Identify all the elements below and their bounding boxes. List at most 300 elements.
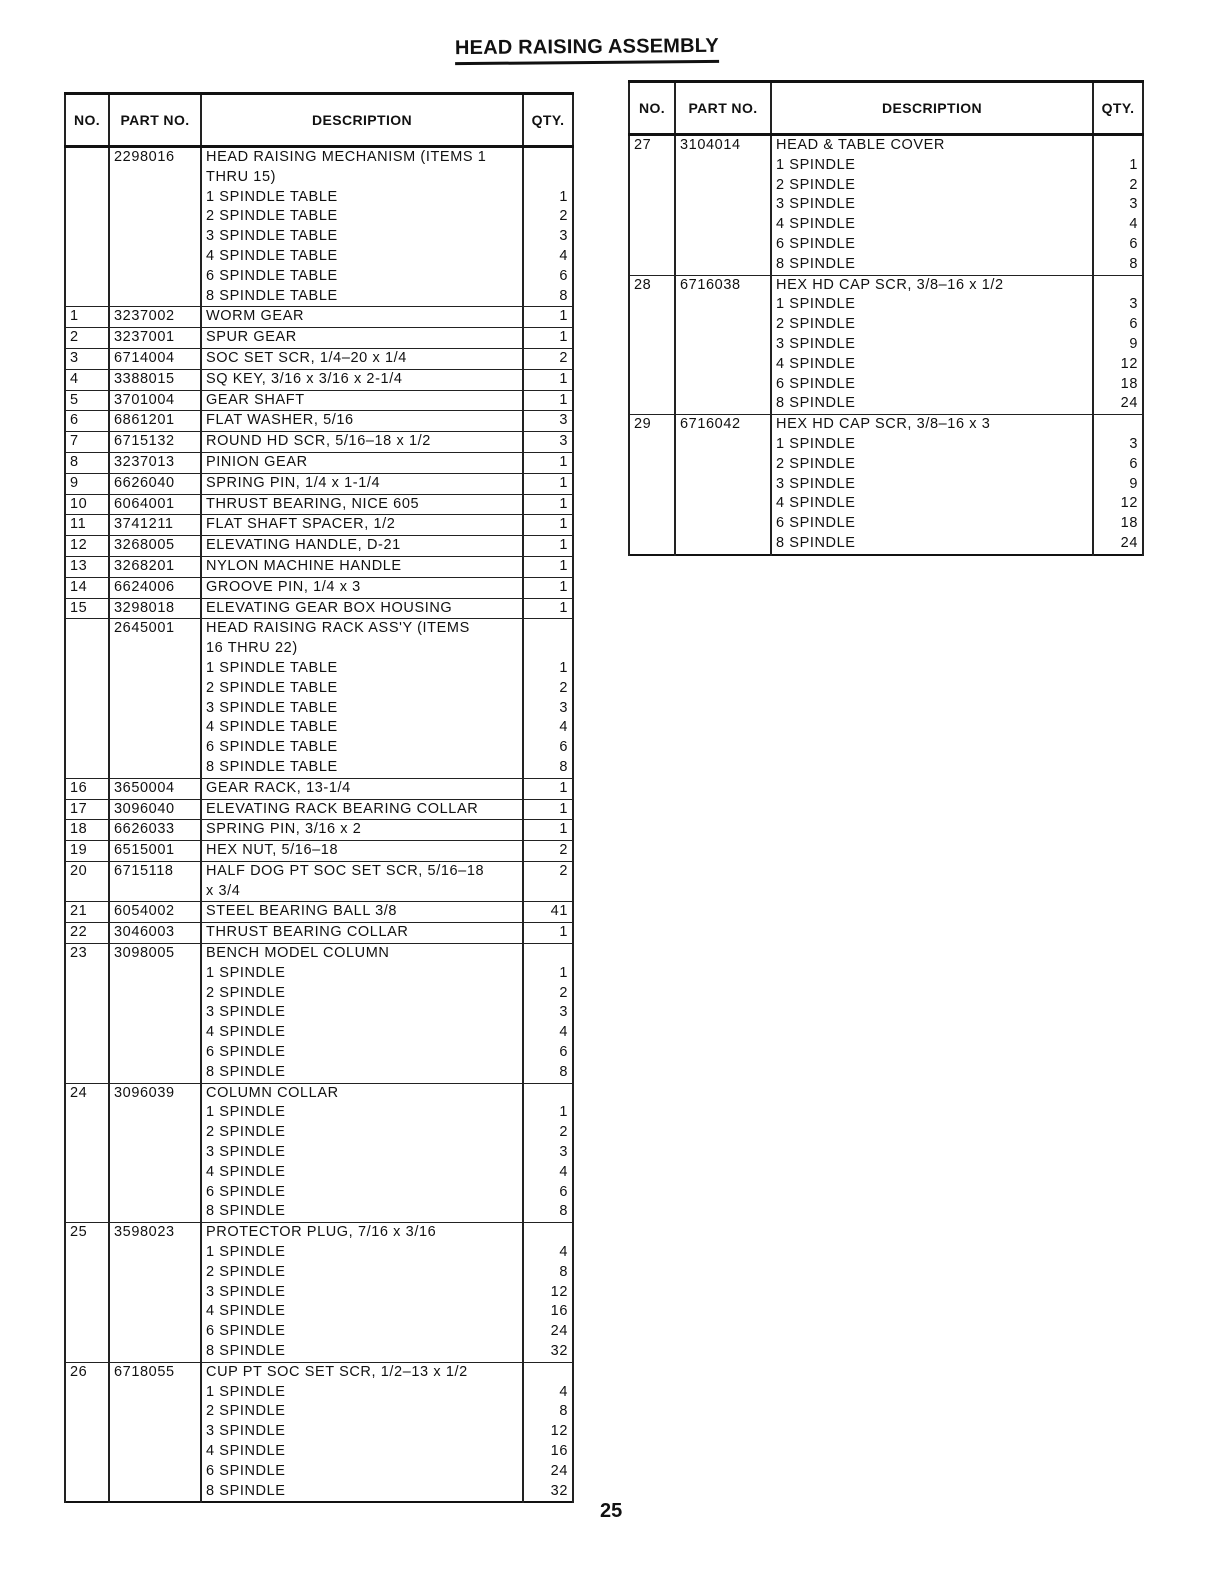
quantity-line: 3 [559,228,568,245]
quantity-line: 2 [559,842,568,859]
part-number: 6064001 [109,494,201,515]
quantity-line: 24 [1120,534,1138,551]
part-quantity [523,473,573,494]
part-quantity [523,390,573,411]
item-number: 27 [629,135,675,276]
part-quantity [523,1223,573,1363]
quantity-line: 3 [559,433,568,450]
description-line: 2 SPINDLE [776,176,856,193]
quantity-line: 8 [559,287,568,304]
item-number: 12 [65,536,109,557]
part-number: 2298016 [109,147,201,307]
quantity-line: 1 [559,924,568,941]
quantity-line [1098,136,1138,156]
quantity-line: 18 [1120,375,1138,392]
quantity-line: 3 [1129,196,1138,213]
table-row [65,494,573,515]
quantity-line: 1 [559,474,568,491]
part-number: 3237001 [109,328,201,349]
part-description [201,369,523,390]
quantity-line [528,1223,568,1243]
table-row [65,598,573,619]
description-line: 1 SPINDLE [206,1104,286,1121]
quantity-line: 8 [559,1063,568,1080]
quantity-line: 24 [1120,395,1138,412]
quantity-line [528,1084,568,1104]
quantity-line: 16 [550,1443,568,1459]
description-line: THRUST BEARING COLLAR [206,924,409,941]
quantity-line: 41 [550,903,568,920]
quantity-line [1098,276,1138,296]
part-description [201,452,523,473]
quantity-line: 3 [559,1004,568,1021]
part-quantity [523,411,573,432]
quantity-line: 1 [559,453,568,470]
quantity-line: 1 [559,537,568,554]
quantity-line: 8 [559,758,568,775]
part-description [201,1083,523,1223]
quantity-line [528,882,568,902]
column-header-no: NO. [65,94,109,147]
part-description [201,923,523,944]
part-description [201,902,523,923]
quantity-line: 6 [559,1044,568,1061]
part-description [201,861,523,902]
quantity-line: 2 [1129,176,1138,193]
quantity-line: 6 [559,1183,568,1200]
part-quantity [523,820,573,841]
part-description [201,147,523,307]
description-line: 3 SPINDLE [206,1144,286,1161]
table-row [65,147,573,307]
part-quantity [523,778,573,799]
table-row [65,820,573,841]
description-line: 3 SPINDLE [776,196,856,213]
quantity-line: 32 [550,1482,568,1499]
description-line: 4 SPINDLE [776,216,856,233]
parts-table-right-body [629,135,1143,555]
part-description [201,944,523,1084]
quantity-line: 6 [1129,455,1138,472]
part-number: 3096039 [109,1083,201,1223]
quantity-line: 1 [559,495,568,512]
part-number: 3237002 [109,307,201,328]
part-number: 6624006 [109,577,201,598]
description-line: 3 SPINDLE [206,1423,286,1440]
column-header-qty: QTY. [1093,82,1143,135]
description-line: 8 SPINDLE [206,1063,286,1080]
description-line: HEAD RAISING MECHANISM (ITEMS 1 [206,149,487,165]
quantity-line: 4 [1129,216,1138,233]
description-line: 4 SPINDLE TABLE [206,247,338,264]
part-description [201,307,523,328]
table-row [65,515,573,536]
item-number: 23 [65,944,109,1084]
description-line: 1 SPINDLE [206,964,286,981]
part-description [201,841,523,862]
description-line: HEX HD CAP SCR, 3/8–16 x 3 [776,416,991,433]
description-line: 4 SPINDLE [206,1303,286,1320]
part-quantity [523,515,573,536]
part-description [201,556,523,577]
quantity-line: 4 [559,1163,568,1180]
parts-table-left [64,92,574,1503]
description-line: 6 SPINDLE [776,375,856,392]
description-line: COLUMN COLLAR [206,1084,339,1101]
description-line: WORM GEAR [206,308,305,325]
column-header-part-no: PART NO. [675,82,771,135]
item-number: 8 [65,452,109,473]
description-line: 8 SPINDLE TABLE [206,287,338,304]
description-line: 3 SPINDLE [206,1283,286,1300]
item-number: 14 [65,577,109,598]
description-line: 3 SPINDLE [776,335,856,352]
description-line: 2 SPINDLE [776,455,856,472]
table-row [65,944,573,1084]
description-line: HALF DOG PT SOC SET SCR, 5/16–18 [206,862,485,879]
description-line: 1 SPINDLE [776,156,856,173]
quantity-line [528,1363,568,1383]
quantity-line: 1 [559,964,568,981]
table-row [65,390,573,411]
description-line: FLAT SHAFT SPACER, 1/2 [206,516,396,533]
quantity-line: 12 [1120,495,1138,512]
part-description [201,820,523,841]
table-row [629,135,1143,276]
part-quantity [1093,135,1143,276]
quantity-line: 8 [559,1403,568,1420]
quantity-line: 2 [559,984,568,1001]
part-number: 3046003 [109,923,201,944]
item-number: 11 [65,515,109,536]
description-line: 3 SPINDLE TABLE [206,228,338,245]
item-number: 13 [65,556,109,577]
description-line: 6 SPINDLE TABLE [206,739,338,756]
part-number: 3741211 [109,515,201,536]
quantity-line: 1 [559,1104,568,1121]
description-line: NYLON MACHINE HANDLE [206,557,402,574]
part-description [201,515,523,536]
table-row [629,275,1143,415]
part-description [201,1362,523,1502]
description-line: 1 SPINDLE TABLE [206,659,338,676]
description-line: 6 SPINDLE [206,1183,286,1200]
description-line: 8 SPINDLE [776,255,856,272]
item-number: 6 [65,411,109,432]
table-row [65,452,573,473]
part-quantity [523,369,573,390]
item-number: 5 [65,390,109,411]
quantity-line: 1 [559,659,568,676]
description-line: BENCH MODEL COLUMN [206,945,390,962]
description-line: 3 SPINDLE [206,1004,286,1021]
description-line: 1 SPINDLE [776,435,856,452]
quantity-line [528,619,568,639]
part-quantity [523,494,573,515]
part-quantity [523,328,573,349]
table-row [65,536,573,557]
part-quantity [523,619,573,778]
table-row [65,577,573,598]
page-title: HEAD RAISING ASSEMBLY [455,35,719,65]
part-number: 6714004 [109,348,201,369]
table-header-row [65,94,573,147]
description-line: 4 SPINDLE [776,495,856,512]
quantity-line: 6 [559,739,568,756]
quantity-line: 4 [559,719,568,736]
quantity-line: 1 [559,599,568,616]
description-line: 1 SPINDLE [206,1383,286,1400]
description-line: HEAD & TABLE COVER [776,137,946,153]
part-description [201,411,523,432]
table-row [65,1362,573,1502]
quantity-line: 3 [1129,296,1138,313]
quantity-line: 16 [550,1303,568,1320]
description-line: 2 SPINDLE [206,1403,286,1420]
quantity-line: 3 [559,412,568,429]
description-line: 3 SPINDLE [776,475,856,492]
part-number: 6718055 [109,1362,201,1502]
quantity-line [528,168,568,188]
part-description [771,275,1093,415]
description-line: 1 SPINDLE [776,296,856,313]
quantity-line: 2 [559,862,568,879]
description-line: HEX NUT, 5/16–18 [206,842,339,859]
part-description [771,415,1093,555]
description-line: 4 SPINDLE [206,1024,286,1041]
quantity-line: 24 [550,1323,568,1340]
item-number [65,619,109,778]
part-number: 3096040 [109,799,201,820]
part-number: 2645001 [109,619,201,778]
part-quantity [523,452,573,473]
part-number: 6515001 [109,841,201,862]
item-number: 26 [65,1362,109,1502]
part-description [201,619,523,778]
part-quantity [523,799,573,820]
parts-table-right [628,80,1144,556]
description-line: HEX HD CAP SCR, 3/8–16 x 1/2 [776,276,1004,293]
table-row [65,619,573,778]
part-quantity [523,861,573,902]
table-row [65,369,573,390]
part-number: 3701004 [109,390,201,411]
part-description [771,135,1093,276]
quantity-line: 12 [550,1423,568,1440]
description-line: 3 SPINDLE TABLE [206,699,338,716]
part-quantity [523,577,573,598]
quantity-line: 3 [559,1144,568,1161]
quantity-line: 2 [559,1124,568,1141]
description-line: 6 SPINDLE [776,515,856,532]
item-number: 21 [65,902,109,923]
quantity-line: 3 [1129,435,1138,452]
table-row [65,799,573,820]
part-number: 6716038 [675,275,771,415]
description-line: GEAR SHAFT [206,391,305,408]
table-header-row [629,82,1143,135]
part-number: 3598023 [109,1223,201,1363]
part-description [201,494,523,515]
quantity-line: 6 [1129,316,1138,333]
description-line: FLAT WASHER, 5/16 [206,412,354,429]
item-number: 25 [65,1223,109,1363]
description-line: 4 SPINDLE [776,355,856,372]
part-number: 3104014 [675,135,771,276]
part-quantity [523,902,573,923]
quantity-line: 1 [559,391,568,408]
description-line: 4 SPINDLE [206,1163,286,1180]
item-number: 1 [65,307,109,328]
item-number: 10 [65,494,109,515]
quantity-line: 4 [559,1383,568,1400]
page-number: 25 [600,1500,623,1522]
part-description [201,778,523,799]
part-quantity [523,536,573,557]
quantity-line: 1 [559,516,568,533]
table-row [65,861,573,902]
description-line: 2 SPINDLE TABLE [206,679,338,696]
part-description [201,598,523,619]
quantity-line: 12 [1120,355,1138,372]
description-line: HEAD RAISING RACK ASS'Y (ITEMS [206,620,470,637]
table-row [65,556,573,577]
part-description [201,348,523,369]
item-number: 24 [65,1083,109,1223]
part-description [201,799,523,820]
table-row [65,432,573,453]
part-quantity [523,556,573,577]
item-number: 15 [65,598,109,619]
part-number: 3298018 [109,598,201,619]
description-line: x 3/4 [206,882,241,899]
quantity-line: 6 [559,267,568,284]
description-line: PROTECTOR PLUG, 7/16 x 3/16 [206,1224,437,1241]
description-line: 6 SPINDLE [206,1323,286,1340]
description-line: SPUR GEAR [206,329,297,346]
description-line: 6 SPINDLE TABLE [206,267,338,284]
description-line: 2 SPINDLE TABLE [206,208,338,225]
description-line: 8 SPINDLE [776,534,856,551]
item-number: 17 [65,799,109,820]
description-line: 2 SPINDLE [776,316,856,333]
item-number: 28 [629,275,675,415]
description-line: 6 SPINDLE [776,235,856,252]
quantity-line: 3 [559,699,568,716]
column-header-qty: QTY. [523,94,573,147]
description-line: 1 SPINDLE [206,1244,286,1261]
item-number: 20 [65,861,109,902]
table-row [65,778,573,799]
part-number: 3268005 [109,536,201,557]
description-line: PINION GEAR [206,453,308,470]
column-header-no: NO. [629,82,675,135]
item-number: 3 [65,348,109,369]
quantity-line: 8 [559,1203,568,1220]
column-header-description: DESCRIPTION [201,94,523,147]
part-quantity [1093,275,1143,415]
part-quantity [523,841,573,862]
quantity-line [528,639,568,659]
description-line: SPRING PIN, 3/16 x 2 [206,821,362,838]
item-number: 22 [65,923,109,944]
description-line: GROOVE PIN, 1/4 x 3 [206,578,361,595]
column-header-part-no: PART NO. [109,94,201,147]
part-number: 6054002 [109,902,201,923]
table-row [65,841,573,862]
quantity-line: 6 [1129,235,1138,252]
column-header-description: DESCRIPTION [771,82,1093,135]
part-quantity [523,944,573,1084]
part-number: 6626033 [109,820,201,841]
table-row [65,473,573,494]
quantity-line: 9 [1129,475,1138,492]
quantity-line: 1 [559,329,568,346]
description-line: STEEL BEARING BALL 3/8 [206,903,398,920]
table-row [629,415,1143,555]
part-quantity [523,1083,573,1223]
part-number: 3268201 [109,556,201,577]
quantity-line: 1 [559,800,568,817]
description-line: SQ KEY, 3/16 x 3/16 x 2-1/4 [206,370,403,387]
quantity-line: 1 [559,557,568,574]
description-line: 16 THRU 22) [206,640,298,657]
part-description [201,432,523,453]
quantity-line: 8 [559,1263,568,1280]
quantity-line: 1 [559,779,568,796]
table-row [65,348,573,369]
table-row [65,307,573,328]
description-line: 8 SPINDLE [206,1203,286,1220]
quantity-line: 1 [559,188,568,205]
quantity-line [528,944,568,964]
part-quantity [523,307,573,328]
part-quantity [523,432,573,453]
table-row [65,902,573,923]
description-line: 8 SPINDLE [206,1482,286,1499]
description-line: ELEVATING GEAR BOX HOUSING [206,599,453,616]
description-line: 6 SPINDLE [206,1462,286,1479]
part-description [201,328,523,349]
description-line: ELEVATING HANDLE, D-21 [206,537,401,554]
part-quantity [523,147,573,307]
quantity-line: 18 [1120,515,1138,532]
description-line: 2 SPINDLE [206,1263,286,1280]
quantity-line: 1 [559,370,568,387]
item-number [65,147,109,307]
description-line: 6 SPINDLE [206,1044,286,1061]
quantity-line: 9 [1129,335,1138,352]
part-number: 3237013 [109,452,201,473]
item-number: 29 [629,415,675,555]
part-description [201,390,523,411]
table-row [65,1223,573,1363]
quantity-line: 4 [559,1244,568,1261]
part-description [201,577,523,598]
quantity-line: 2 [559,349,568,366]
quantity-line: 24 [550,1462,568,1479]
description-line: SPRING PIN, 1/4 x 1-1/4 [206,474,381,491]
part-number: 3650004 [109,778,201,799]
part-number: 3098005 [109,944,201,1084]
item-number: 2 [65,328,109,349]
description-line: 2 SPINDLE [206,1124,286,1141]
description-line: GEAR RACK, 13-1/4 [206,779,351,796]
item-number: 16 [65,778,109,799]
part-description [201,1223,523,1363]
description-line: 8 SPINDLE TABLE [206,758,338,775]
part-quantity [523,923,573,944]
